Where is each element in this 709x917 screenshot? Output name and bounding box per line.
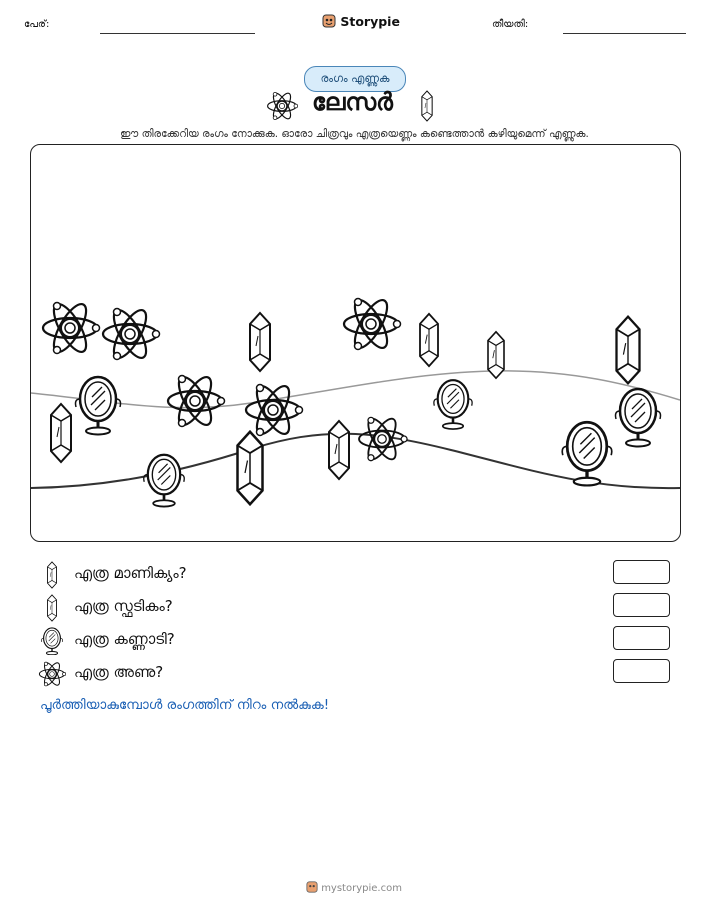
brand-logo [322,13,400,29]
storypie-logo-icon [322,13,336,29]
footer-logo-icon [306,880,318,894]
atom-icon [38,660,66,688]
date-label: തീയതി: [492,19,529,30]
name-line[interactable] [100,33,255,34]
footer-url[interactable]: mystorypie.com [321,883,402,894]
title-atom-icon [266,90,298,122]
question-text: എത്ര അണു? [74,663,164,681]
crystal [238,432,263,505]
mirror [434,380,472,429]
crystal-icon [38,594,66,622]
mirror [76,377,121,435]
ruby-icon [38,561,66,589]
brand-name: Storypie [340,14,400,29]
answer-box-atom[interactable] [613,659,670,683]
question-text: എത്ര സ്ഫടികം? [74,597,173,615]
page-title: ലേസർ [312,88,393,116]
mirror-icon [38,627,66,655]
crystal [250,313,270,371]
atom [43,300,100,357]
crystal [488,332,504,378]
scene-drawing [31,145,680,541]
title-crystal-icon [417,90,437,122]
back-hill [31,371,680,408]
atom [344,296,401,353]
atom [103,306,160,363]
crystal [420,314,438,366]
name-label: പേര്: [24,19,50,30]
mirror [144,455,185,507]
answer-box-crystal[interactable] [613,593,670,617]
atom [246,382,303,439]
crystal [329,421,349,479]
question-text: എത്ര മാണിക്യം? [74,564,187,582]
mirror [616,389,661,447]
instructions: ഈ തിരക്കേറിയ രംഗം നോക്കുക. ഓരോ ചിത്രവും എത്രയെണ്ണം കണ്ടെത്താൻ കഴിയുമെന്ന് എണ്ണുക. [120,128,589,140]
answer-box-ruby[interactable] [613,560,670,584]
crystal [51,404,71,462]
activity-badge: രംഗം എണ്ണുക [304,66,406,92]
question-text: എത്ര കണ്ണാടി? [74,630,175,648]
footer [306,880,402,894]
answer-box-mirror[interactable] [613,626,670,650]
crystal [617,317,640,384]
atom [168,373,225,430]
counting-scene [30,144,681,542]
finish-instruction: പൂർത്തിയാകുമ്പോൾ രംഗത്തിന് നിറം നൽകുക! [40,697,330,713]
mirror [562,422,612,485]
date-line[interactable] [563,33,686,34]
